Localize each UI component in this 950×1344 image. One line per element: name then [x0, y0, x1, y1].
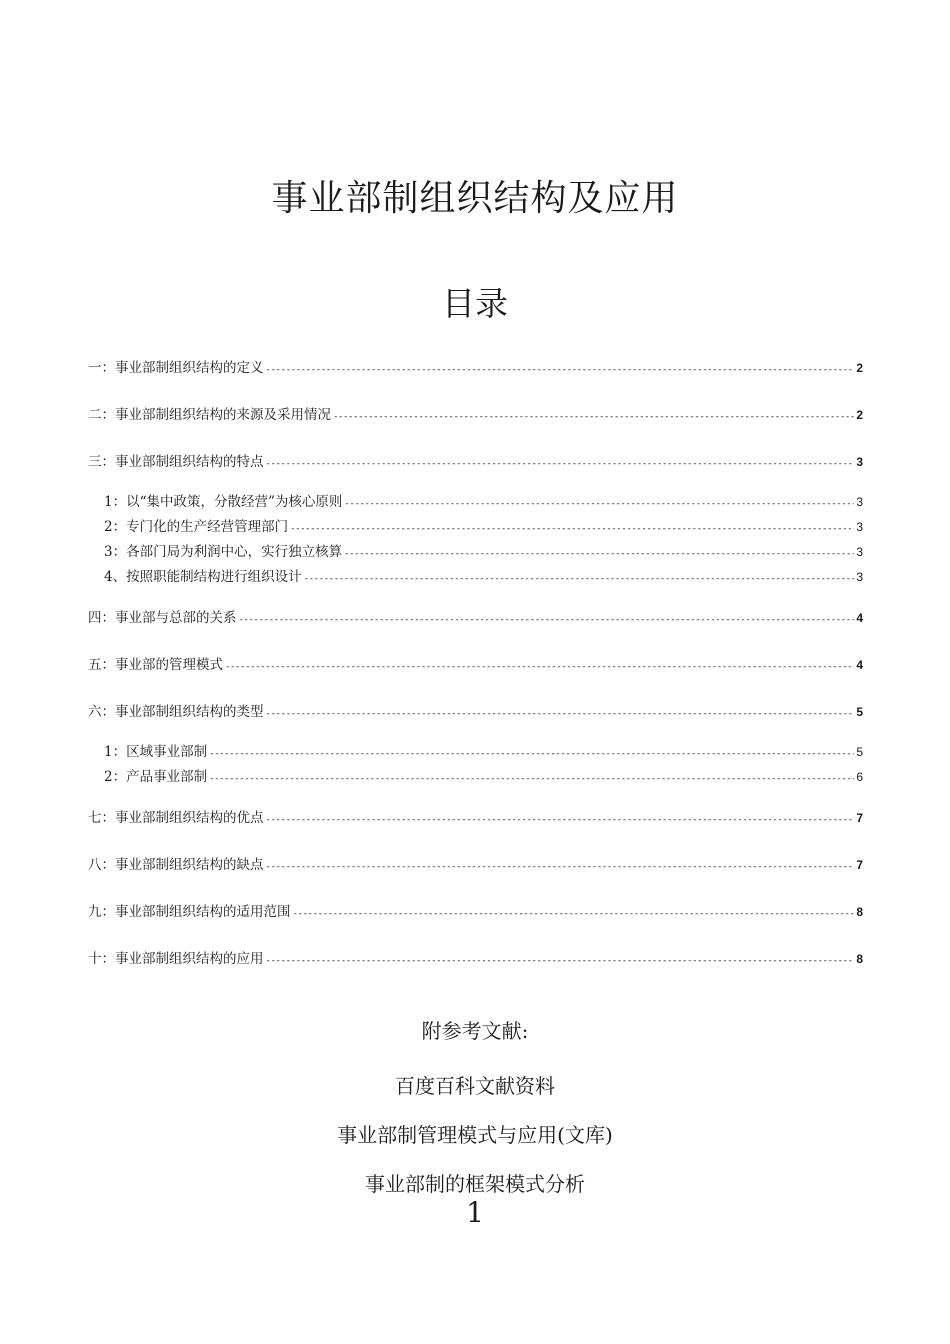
toc-dot-leader	[266, 361, 855, 379]
toc-entry-page: 6	[856, 770, 863, 784]
toc-entry-page: 3	[856, 520, 863, 534]
toc-entry-label: 一：事业部制组织结构的定义	[88, 360, 264, 376]
toc-entry[interactable]	[88, 809, 863, 829]
toc-entry-label: 八：事业部制组织结构的缺点	[88, 857, 264, 873]
toc-entry-label: 4、按照职能制结构进行组织设计	[104, 569, 302, 585]
toc-entry[interactable]	[88, 903, 863, 923]
toc-entry-page: 5	[856, 705, 863, 719]
toc-entry-page: 8	[856, 905, 863, 919]
toc-entry[interactable]	[88, 406, 863, 426]
toc-subentry[interactable]	[104, 768, 863, 788]
toc-entry[interactable]	[88, 656, 863, 676]
toc-dot-leader	[209, 745, 854, 763]
toc-dot-leader	[266, 858, 855, 876]
toc-entry-label: 1：以“集中政策，分散经营”为核心原则	[104, 494, 343, 510]
toc-subentry[interactable]	[104, 743, 863, 763]
toc-entry-page: 3	[856, 455, 863, 469]
toc-dot-leader	[304, 570, 855, 588]
toc-entry-page: 3	[856, 495, 863, 509]
toc-dot-leader	[266, 705, 855, 723]
reference-item: 事业部制的框架模式分析	[365, 1172, 585, 1196]
document-title: 事业部制组织结构及应用	[271, 178, 679, 219]
toc-entry-label: 七：事业部制组织结构的优点	[88, 810, 264, 826]
reference-item: 百度百科文献资料	[395, 1074, 555, 1098]
toc-dot-leader	[225, 658, 854, 676]
toc-entry-page: 8	[856, 952, 863, 966]
toc-entry-label: 六：事业部制组织结构的类型	[88, 704, 264, 720]
toc-entry-label: 九：事业部制组织结构的适用范围	[88, 904, 291, 920]
reference-item: 事业部制管理模式与应用(文库)	[337, 1123, 613, 1147]
toc-entry-page: 2	[856, 408, 863, 422]
toc-subentry[interactable]	[104, 518, 863, 538]
toc-entry-label: 四：事业部与总部的关系	[88, 610, 237, 626]
toc-dot-leader	[344, 545, 854, 563]
toc-entry-page: 3	[856, 545, 863, 559]
toc-entry[interactable]	[88, 359, 863, 379]
page-number: 1	[466, 1196, 484, 1229]
toc-entry-page: 3	[856, 570, 863, 584]
toc-entry-page: 2	[856, 361, 863, 375]
references-heading: 附参考文献:	[421, 1019, 529, 1043]
toc-entry-page: 4	[856, 611, 863, 625]
toc-dot-leader	[239, 611, 855, 629]
toc-dot-leader	[266, 455, 855, 473]
toc-entry[interactable]	[88, 856, 863, 876]
toc-entry[interactable]	[88, 609, 863, 629]
toc-dot-leader	[266, 952, 855, 970]
toc-entry-label: 五：事业部的管理模式	[88, 657, 223, 673]
toc-dot-leader	[344, 495, 854, 513]
toc-entry-page: 7	[856, 811, 863, 825]
toc-entry-label: 三：事业部制组织结构的特点	[88, 454, 264, 470]
toc-dot-leader	[266, 811, 855, 829]
toc-heading: 目录	[442, 284, 508, 323]
toc-dot-leader	[293, 905, 855, 923]
toc-entry-label: 3：各部门局为利润中心，实行独立核算	[104, 544, 343, 560]
toc-entry[interactable]	[88, 453, 863, 473]
toc-entry[interactable]	[88, 950, 863, 970]
toc-entry[interactable]	[88, 703, 863, 723]
toc-entry-page: 7	[856, 858, 863, 872]
toc-entry-label: 十：事业部制组织结构的应用	[88, 951, 264, 967]
toc-dot-leader	[290, 520, 854, 538]
toc-entry-label: 二：事业部制组织结构的来源及采用情况	[88, 407, 331, 423]
toc-subentry[interactable]	[104, 543, 863, 563]
toc-entry-label: 2：产品事业部制	[104, 769, 208, 785]
toc-subentry[interactable]	[104, 493, 863, 513]
toc-dot-leader	[333, 408, 854, 426]
toc-entry-page: 4	[856, 658, 863, 672]
toc-entry-label: 2：专门化的生产经营管理部门	[104, 519, 289, 535]
toc-subentry[interactable]	[104, 568, 863, 588]
toc-entry-label: 1：区域事业部制	[104, 744, 208, 760]
toc-entry-page: 5	[856, 745, 863, 759]
toc-dot-leader	[209, 770, 854, 788]
